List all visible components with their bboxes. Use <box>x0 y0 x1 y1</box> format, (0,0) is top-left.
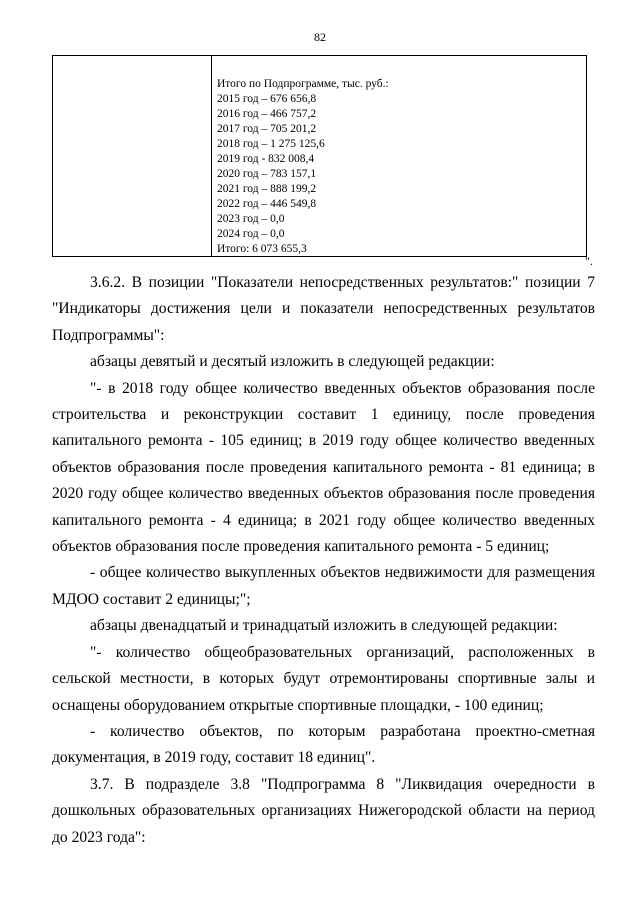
paragraph-rural-schools: "- количество общеобразовательных организаций, расположенных в сельской местности, в которых будут отремонтированы спортивные залы и оснащены оборудованием открытые спортивные площадки, - 100 единиц; <box>52 643 595 714</box>
closing-quote-mark: ". <box>585 254 593 268</box>
paragraph-instruction-9-10: абзацы девятый и десятый изложить в следующей редакции: <box>90 353 495 371</box>
table-row: 2019 год - 832 008,4 <box>217 153 315 165</box>
table-row: 2023 год – 0,0 <box>217 213 285 225</box>
table-right-cell <box>212 56 586 256</box>
table-header: Итого по Подпрограмме, тыс. руб.: <box>217 78 389 90</box>
table-row: 2017 год – 705 201,2 <box>217 123 317 135</box>
paragraph-objects-introduced: "- в 2018 году общее количество введенных объектов образования после строительства и реконструкции составит 1 единицу, после проведения капитального ремонта - 105 единиц; в 2019 году общее количество введенных объектов образования после проведения капитального ремонта - 81 единица; в 2020 году общее количество введенных объектов образования после проведения капитального ремонта - 4 единица; в 2021 году общее количество введенных объектов образования после проведения капитального ремонта - 5 единиц; <box>52 379 595 556</box>
table-total: Итого: 6 073 655,3 <box>217 243 307 255</box>
paragraph-real-estate: - общее количество выкупленных объектов недвижимости для размещения МДОО составит 2 единицы;"; <box>52 564 595 608</box>
table-row: 2022 год – 446 549,8 <box>217 198 317 210</box>
table-row: 2018 год – 1 275 125,6 <box>217 138 325 150</box>
table-row: 2016 год – 466 757,2 <box>217 108 317 120</box>
paragraph-3-6-2: 3.6.2. В позиции "Показатели непосредственных результатов:" позиции 7 "Индикаторы достижения цели и показатели непосредственных результатов Подпрограммы": <box>52 274 595 344</box>
table-left-cell <box>53 56 212 256</box>
table-row: 2015 год – 676 656,8 <box>217 93 317 105</box>
paragraph-instruction-12-13: абзацы двенадцатый и тринадцатый изложить в следующей редакции: <box>90 617 558 635</box>
table-row: 2020 год – 783 157,1 <box>217 168 317 180</box>
table-row: 2021 год – 888 199,2 <box>217 183 317 195</box>
financing-table <box>52 55 587 257</box>
paragraph-3-7: 3.7. В подразделе 3.8 "Подпрограмма 8 "Ликвидация очередности в дошкольных образовательных организациях Нижегородской области на период до 2023 года": <box>52 775 595 846</box>
paragraph-design-documentation: - количество объектов, по которым разработана проектно-сметная документация, в 2019 году, составит 18 единиц". <box>52 722 595 767</box>
page-number: 82 <box>314 30 326 44</box>
table-row: 2024 год – 0,0 <box>217 228 285 240</box>
body-text <box>52 270 595 851</box>
